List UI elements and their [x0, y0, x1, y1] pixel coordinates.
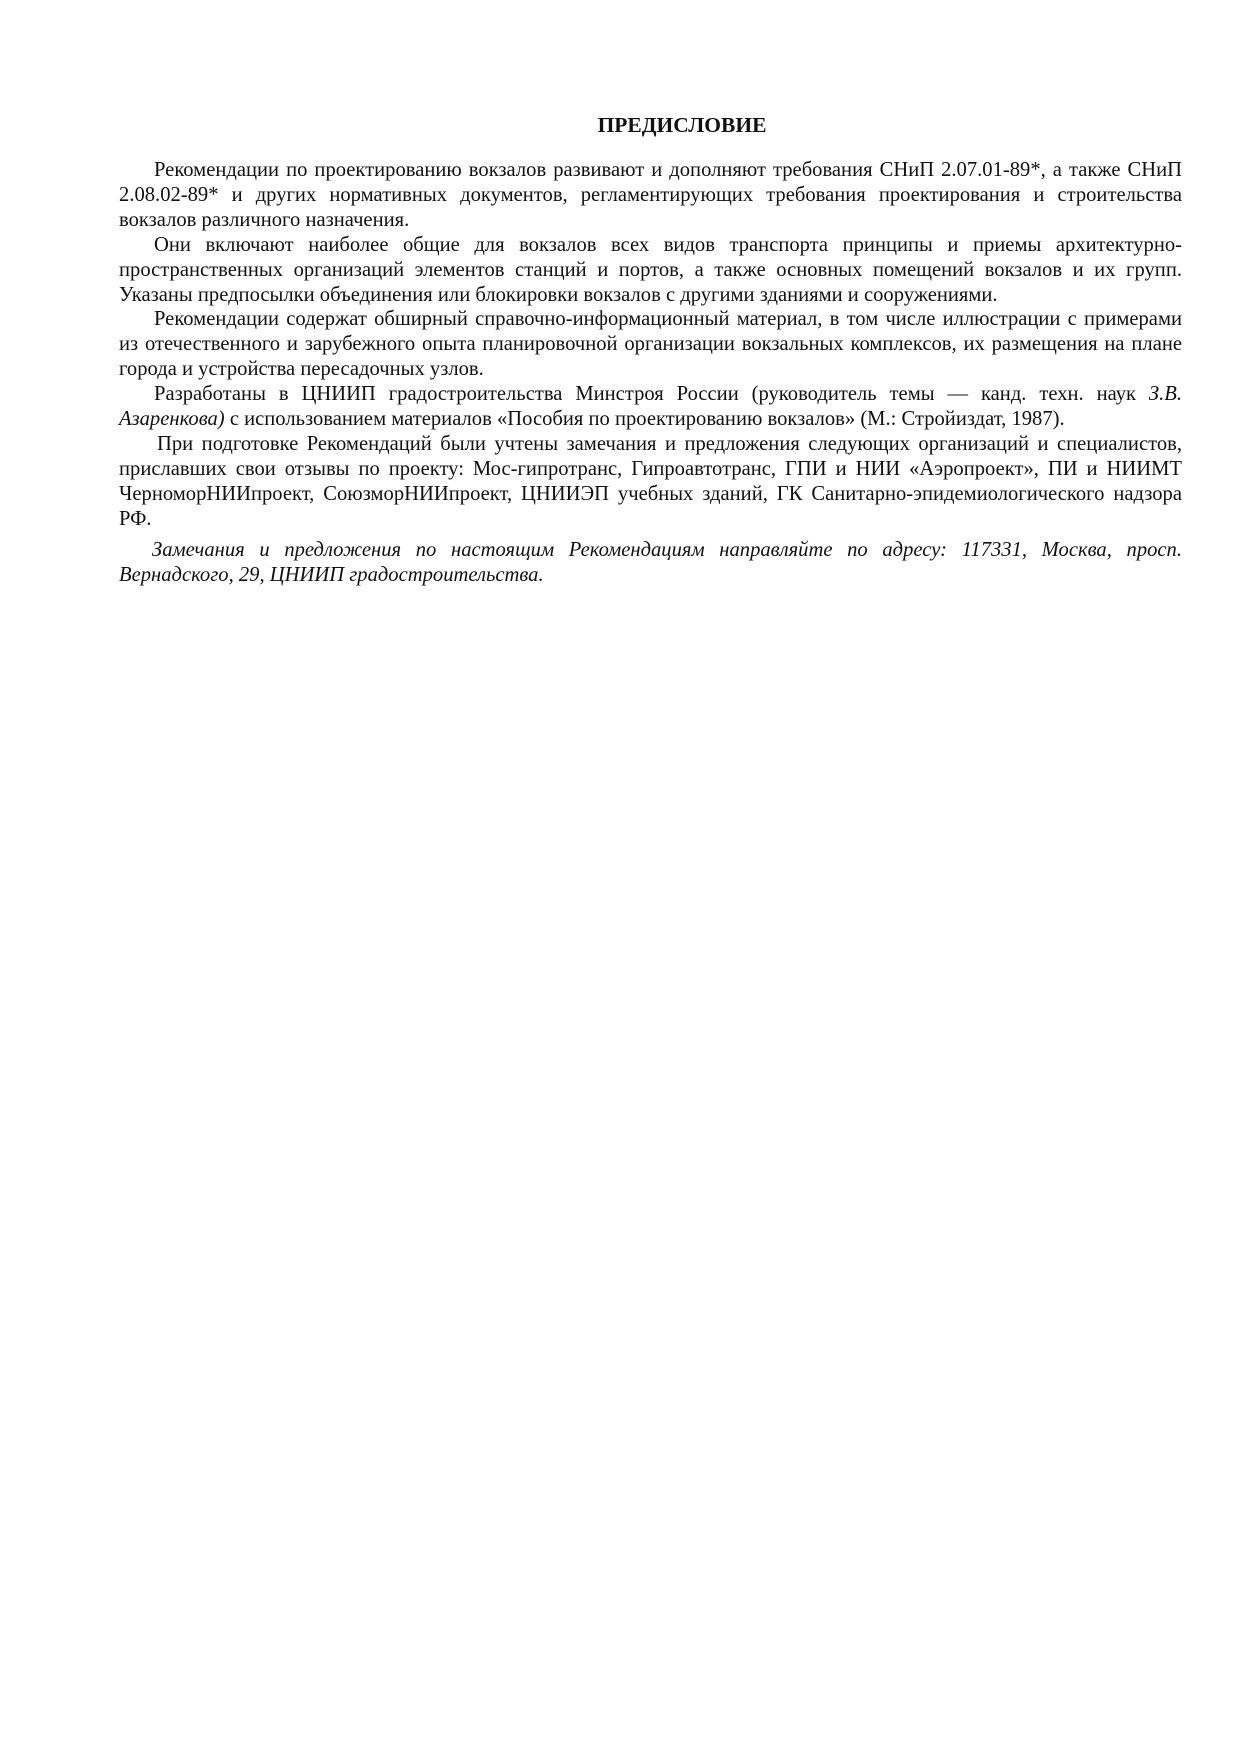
preface-section — [119, 112, 1182, 587]
feedback-address-note: Замечания и предложения по настоящим Рекомендациям направляйте по адресу: 117331, Москва, просп. Вернадского, 29, ЦНИИП градостроительства. — [119, 538, 1182, 586]
authors-text-end: с использованием материалов «Пособия по проектированию вокзалов» (М.: Стройиздат, 1987). — [224, 408, 1065, 431]
paragraph-materials: Рекомендации содержат обширный справочно-информационный материал, в том числе иллюстрации с примерами из отечественного и зарубежного опыта планировочной организации вокзальных комплексов, их размещения на плане города и устройства пересадочных узлов. — [119, 308, 1182, 381]
paragraph-authors — [119, 382, 1182, 432]
page-title: ПРЕДИСЛОВИЕ — [597, 113, 767, 137]
paragraph-scope: Рекомендации по проектированию вокзалов развивают и дополняют требования СНиП 2.07.01-89*, а также СНиП 2.08.02-89* и других нормативных документов, регламентирующих требования проектирования и строительства вокзалов различного назначения. — [119, 159, 1182, 231]
author-name: З.В. Азаренкова) — [119, 383, 1182, 431]
paragraph-reviewers: При подготовке Рекомендаций были учтены замечания и предложения следующих организаций и специалистов, приславших свои отзывы по проекту: Мос-гипротранс, Гипроавтотранс, ГПИ и НИИ «Аэропроект», ПИ и НИИМТ ЧерноморНИИпроект, СоюзморНИИпроект, ЦНИИЭП учебных зданий, ГК Санитарно-эпидемиологического надзора РФ. — [119, 432, 1182, 530]
authors-text-start: Разработаны в ЦНИИП градостроительства Минстроя России (руководитель темы — канд. техн. наук — [154, 383, 1149, 406]
paragraph-contents: Они включают наиболее общие для вокзалов всех видов транспорта принципы и приемы архитектурно-пространственных организаций элементов станций и портов, а также основных помещений вокзалов и их групп. Указаны предпосылки объединения или блокировки вокзалов с другими зданиями и сооружениями. — [119, 233, 1182, 306]
